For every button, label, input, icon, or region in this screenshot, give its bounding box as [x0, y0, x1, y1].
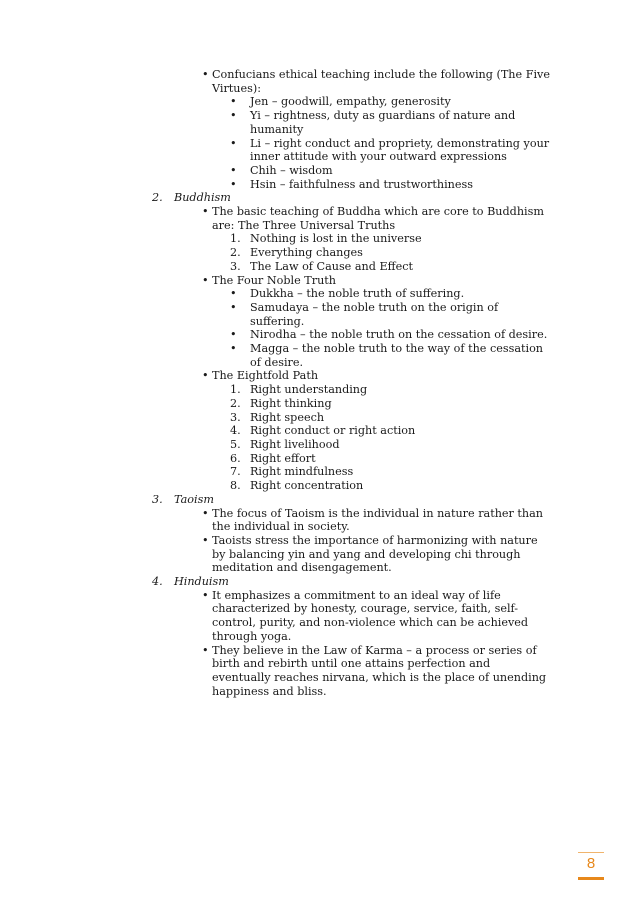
- path-item: [150, 411, 550, 425]
- bullet-item: [150, 369, 550, 383]
- noble-truth-item: [150, 287, 550, 301]
- list-number: 1.: [230, 383, 241, 397]
- list-number: 1.: [230, 232, 241, 246]
- noble-truth-item: [150, 328, 550, 342]
- list-number: 3.: [230, 410, 241, 424]
- path-text: Right mindfulness: [250, 465, 354, 479]
- taoism-point: Taoists stress the importance of harmonizing with nature by balancing yin and yang and developing chi through meditation and disengagement.: [212, 533, 538, 575]
- bullet-marker: •: [202, 68, 209, 81]
- bullet-marker: •: [230, 328, 237, 342]
- bullet-item: [150, 507, 550, 534]
- bullet-marker: •: [202, 506, 209, 520]
- path-text: Right understanding: [250, 383, 368, 397]
- truth-text: Nothing is lost in the universe: [250, 232, 422, 246]
- section-number: 4.: [152, 575, 163, 589]
- bullet-item: [150, 644, 550, 699]
- truth-item: [150, 232, 550, 246]
- bullet-marker: •: [230, 342, 237, 356]
- section-title: Buddhism: [174, 191, 231, 205]
- list-number: 7.: [230, 465, 241, 479]
- page-content: [150, 68, 550, 698]
- virtue-item: [150, 109, 550, 136]
- virtue-item: [150, 95, 550, 109]
- bullet-marker: •: [230, 95, 237, 109]
- section-number: 3.: [152, 492, 163, 506]
- hinduism-point: It emphasizes a commitment to an ideal way of life characterized by honesty, courage, service, faith, self-control, purity, and non-violence which can be achieved through yoga.: [212, 588, 529, 643]
- noble-truth-text: Samudaya – the noble truth on the origin of suffering.: [250, 300, 499, 328]
- bullet-item: [150, 589, 550, 644]
- list-number: 6.: [230, 451, 241, 465]
- list-number: 2.: [230, 396, 241, 410]
- virtue-item: [150, 164, 550, 178]
- path-text: Right livelihood: [250, 437, 340, 451]
- path-item: [150, 383, 550, 397]
- bullet-item: [150, 274, 550, 288]
- bullet-marker: •: [230, 163, 237, 177]
- noble-truth-text: Nirodha – the noble truth on the cessation of desire.: [250, 328, 548, 342]
- noble-truth-text: Dukkha – the noble truth of suffering.: [250, 287, 465, 301]
- path-text: Right effort: [250, 451, 316, 465]
- list-number: 2.: [230, 246, 241, 260]
- noble-truth-item: [150, 301, 550, 328]
- bullet-marker: •: [230, 109, 237, 123]
- path-item: [150, 465, 550, 479]
- bullet-item: [150, 205, 550, 232]
- bullet-marker: •: [230, 177, 237, 191]
- bullet-marker: •: [202, 533, 209, 547]
- path-item: [150, 479, 550, 493]
- bullet-marker: •: [202, 205, 209, 219]
- bullet-marker: •: [230, 136, 237, 150]
- section-title: Hinduism: [174, 575, 229, 589]
- path-item: [150, 424, 550, 438]
- path-text: Right thinking: [250, 396, 332, 410]
- taoism-point: The focus of Taoism is the individual in nature rather than the individual in society.: [212, 506, 544, 534]
- virtue-text: Yi – rightness, duty as guardians of nature and humanity: [250, 109, 516, 136]
- list-number: 4.: [230, 424, 241, 438]
- path-intro: The Eightfold Path: [212, 369, 319, 383]
- virtues-intro: Confucians ethical teaching include the following (The Five Virtues):: [212, 68, 550, 95]
- truths-intro: The basic teaching of Buddha which are core to Buddhism are: The Three Universal Truths: [212, 205, 544, 232]
- truth-text: Everything changes: [250, 246, 363, 260]
- section-title: Taoism: [174, 492, 214, 506]
- virtue-item: [150, 137, 550, 164]
- list-number: 3.: [230, 259, 241, 273]
- truth-text: The Law of Cause and Effect: [250, 259, 413, 273]
- path-text: Right speech: [250, 410, 325, 424]
- noble-truth-item: [150, 342, 550, 369]
- bullet-marker: •: [202, 643, 209, 657]
- virtue-text: Hsin – faithfulness and trustworthiness: [250, 177, 473, 191]
- bullet-marker: •: [202, 588, 209, 602]
- path-text: Right concentration: [250, 479, 364, 493]
- page-number: 8: [578, 852, 604, 880]
- list-number: 8.: [230, 479, 241, 493]
- section-heading-buddhism: [150, 191, 550, 205]
- noble-intro: The Four Noble Truth: [212, 273, 336, 287]
- list-number: 5.: [230, 437, 241, 451]
- path-item: [150, 438, 550, 452]
- bullet-marker: •: [230, 287, 237, 301]
- bullet-marker: •: [202, 369, 209, 383]
- section-number: 2.: [152, 191, 163, 205]
- truth-item: [150, 260, 550, 274]
- virtue-text: Jen – goodwill, empathy, generosity: [250, 95, 451, 109]
- noble-truth-text: Magga – the noble truth to the way of the cessation of desire.: [250, 342, 544, 369]
- path-item: [150, 452, 550, 466]
- virtue-text: Li – right conduct and propriety, demonstrating your inner attitude with your outward expressions: [250, 136, 550, 164]
- path-item: [150, 397, 550, 411]
- virtue-item: [150, 178, 550, 192]
- path-text: Right conduct or right action: [250, 424, 416, 438]
- bullet-item: [150, 68, 550, 95]
- bullet-item: [150, 534, 550, 575]
- virtue-text: Chih – wisdom: [250, 163, 333, 177]
- truth-item: [150, 246, 550, 260]
- bullet-marker: •: [202, 273, 209, 287]
- section-heading-taoism: [150, 493, 550, 507]
- bullet-marker: •: [230, 300, 237, 314]
- section-heading-hinduism: [150, 575, 550, 589]
- hinduism-point: They believe in the Law of Karma – a process or series of birth and rebirth until one attains perfection and eventually reaches nirvana, which is the place of unending happiness and bliss.: [212, 643, 547, 698]
